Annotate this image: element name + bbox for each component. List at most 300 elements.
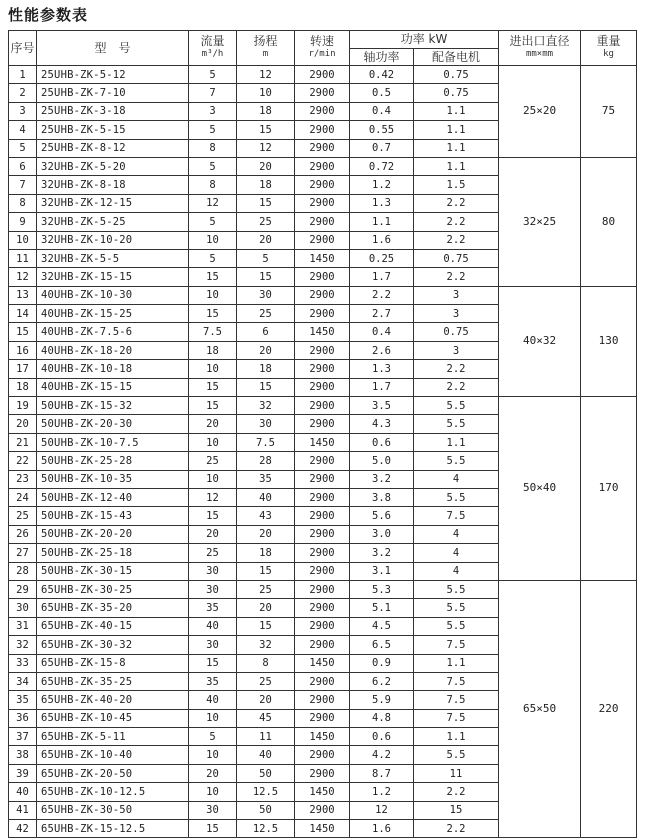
cell-shaft-power: 0.7 — [350, 139, 414, 157]
cell-flow: 10 — [189, 709, 237, 727]
cell-speed: 2900 — [295, 139, 350, 157]
cell-head: 7.5 — [237, 433, 295, 451]
cell-flow: 35 — [189, 599, 237, 617]
cell-speed: 2900 — [295, 801, 350, 819]
cell-flow: 10 — [189, 433, 237, 451]
cell-flow: 30 — [189, 580, 237, 598]
cell-motor-power: 5.5 — [414, 580, 499, 598]
cell-motor-power: 2.2 — [414, 194, 499, 212]
cell-diameter: 25×20 — [499, 66, 581, 158]
cell-motor-power: 2.2 — [414, 231, 499, 249]
cell-model: 40UHB-ZK-18-20 — [37, 341, 189, 359]
cell-motor-power: 2.2 — [414, 360, 499, 378]
cell-motor-power: 2.2 — [414, 213, 499, 231]
cell-head: 50 — [237, 764, 295, 782]
cell-head: 43 — [237, 507, 295, 525]
cell-shaft-power: 0.4 — [350, 323, 414, 341]
cell-shaft-power: 1.6 — [350, 231, 414, 249]
cell-model: 50UHB-ZK-15-43 — [37, 507, 189, 525]
cell-no: 26 — [9, 525, 37, 543]
cell-model: 65UHB-ZK-10-45 — [37, 709, 189, 727]
cell-head: 18 — [237, 176, 295, 194]
header-speed-unit: r/min — [308, 49, 336, 59]
cell-shaft-power: 1.6 — [350, 820, 414, 838]
cell-no: 27 — [9, 544, 37, 562]
performance-table — [8, 30, 637, 838]
cell-weight: 80 — [581, 157, 637, 286]
cell-flow: 15 — [189, 268, 237, 286]
cell-shaft-power: 5.3 — [350, 580, 414, 598]
cell-flow: 5 — [189, 66, 237, 84]
cell-no: 10 — [9, 231, 37, 249]
cell-shaft-power: 3.5 — [350, 397, 414, 415]
cell-speed: 2900 — [295, 397, 350, 415]
cell-shaft-power: 5.0 — [350, 452, 414, 470]
header-weight — [581, 31, 637, 66]
cell-model: 25UHB-ZK-7-10 — [37, 84, 189, 102]
cell-speed: 2900 — [295, 66, 350, 84]
cell-weight: 75 — [581, 66, 637, 158]
cell-shaft-power: 0.4 — [350, 102, 414, 120]
cell-flow: 10 — [189, 231, 237, 249]
cell-no: 22 — [9, 452, 37, 470]
cell-motor-power: 5.5 — [414, 746, 499, 764]
cell-motor-power: 5.5 — [414, 488, 499, 506]
cell-head: 12 — [237, 139, 295, 157]
cell-no: 1 — [9, 66, 37, 84]
cell-shaft-power: 0.6 — [350, 433, 414, 451]
cell-flow: 5 — [189, 249, 237, 267]
cell-model: 50UHB-ZK-25-28 — [37, 452, 189, 470]
cell-motor-power: 0.75 — [414, 66, 499, 84]
table-row — [9, 286, 637, 304]
cell-motor-power: 3 — [414, 305, 499, 323]
cell-model: 25UHB-ZK-8-12 — [37, 139, 189, 157]
cell-speed: 2900 — [295, 231, 350, 249]
cell-head: 40 — [237, 488, 295, 506]
cell-head: 8 — [237, 654, 295, 672]
cell-motor-power: 1.1 — [414, 102, 499, 120]
cell-flow: 5 — [189, 157, 237, 175]
cell-motor-power: 7.5 — [414, 507, 499, 525]
table-row — [9, 66, 637, 84]
cell-model: 50UHB-ZK-12-40 — [37, 488, 189, 506]
cell-model: 32UHB-ZK-10-20 — [37, 231, 189, 249]
header-head-label: 扬程 — [253, 34, 278, 48]
cell-shaft-power: 4.5 — [350, 617, 414, 635]
cell-shaft-power: 0.6 — [350, 728, 414, 746]
cell-motor-power: 5.5 — [414, 452, 499, 470]
cell-no: 11 — [9, 249, 37, 267]
cell-head: 32 — [237, 397, 295, 415]
cell-speed: 2900 — [295, 544, 350, 562]
cell-model: 65UHB-ZK-5-11 — [37, 728, 189, 746]
cell-shaft-power: 5.1 — [350, 599, 414, 617]
header-motor-power: 配备电机 — [414, 49, 499, 66]
cell-motor-power: 2.2 — [414, 268, 499, 286]
cell-head: 45 — [237, 709, 295, 727]
cell-motor-power: 1.1 — [414, 433, 499, 451]
cell-head: 18 — [237, 544, 295, 562]
cell-speed: 2900 — [295, 268, 350, 286]
cell-motor-power: 4 — [414, 470, 499, 488]
table-body — [9, 66, 637, 838]
table-row — [9, 397, 637, 415]
cell-no: 37 — [9, 728, 37, 746]
cell-flow: 15 — [189, 507, 237, 525]
cell-no: 36 — [9, 709, 37, 727]
cell-flow: 18 — [189, 341, 237, 359]
header-inout — [499, 31, 581, 66]
cell-weight: 130 — [581, 286, 637, 396]
cell-shaft-power: 0.25 — [350, 249, 414, 267]
cell-head: 28 — [237, 452, 295, 470]
cell-speed: 2900 — [295, 617, 350, 635]
cell-head: 40 — [237, 746, 295, 764]
cell-motor-power: 5.5 — [414, 599, 499, 617]
cell-flow: 25 — [189, 452, 237, 470]
cell-speed: 2900 — [295, 341, 350, 359]
cell-head: 20 — [237, 341, 295, 359]
cell-flow: 40 — [189, 691, 237, 709]
cell-flow: 15 — [189, 820, 237, 838]
cell-no: 23 — [9, 470, 37, 488]
cell-motor-power: 4 — [414, 562, 499, 580]
cell-shaft-power: 3.2 — [350, 470, 414, 488]
header-weight-unit: kg — [603, 49, 614, 59]
cell-model: 40UHB-ZK-7.5-6 — [37, 323, 189, 341]
cell-shaft-power: 6.2 — [350, 672, 414, 690]
header-speed — [295, 31, 350, 66]
header-no: 序号 — [9, 31, 37, 66]
cell-speed: 2900 — [295, 562, 350, 580]
cell-motor-power: 5.5 — [414, 397, 499, 415]
cell-speed: 2900 — [295, 691, 350, 709]
cell-motor-power: 0.75 — [414, 249, 499, 267]
cell-speed: 2900 — [295, 746, 350, 764]
cell-speed: 2900 — [295, 452, 350, 470]
cell-motor-power: 5.5 — [414, 415, 499, 433]
cell-model: 65UHB-ZK-20-50 — [37, 764, 189, 782]
cell-flow: 15 — [189, 397, 237, 415]
cell-shaft-power: 0.55 — [350, 121, 414, 139]
cell-flow: 20 — [189, 415, 237, 433]
cell-speed: 2900 — [295, 194, 350, 212]
cell-model: 32UHB-ZK-8-18 — [37, 176, 189, 194]
header-model: 型 号 — [37, 31, 189, 66]
cell-speed: 2900 — [295, 305, 350, 323]
cell-flow: 35 — [189, 672, 237, 690]
cell-no: 17 — [9, 360, 37, 378]
cell-shaft-power: 0.9 — [350, 654, 414, 672]
cell-model: 25UHB-ZK-3-18 — [37, 102, 189, 120]
cell-flow: 7 — [189, 84, 237, 102]
cell-head: 35 — [237, 470, 295, 488]
cell-motor-power: 7.5 — [414, 672, 499, 690]
cell-model: 40UHB-ZK-15-15 — [37, 378, 189, 396]
cell-motor-power: 5.5 — [414, 617, 499, 635]
cell-shaft-power: 1.3 — [350, 194, 414, 212]
cell-shaft-power: 1.7 — [350, 268, 414, 286]
cell-head: 11 — [237, 728, 295, 746]
table-row — [9, 157, 637, 175]
cell-speed: 1450 — [295, 654, 350, 672]
cell-no: 28 — [9, 562, 37, 580]
cell-head: 20 — [237, 157, 295, 175]
cell-shaft-power: 2.6 — [350, 341, 414, 359]
cell-flow: 12 — [189, 194, 237, 212]
cell-head: 15 — [237, 194, 295, 212]
cell-diameter: 40×32 — [499, 286, 581, 396]
header-flow-unit: m³/h — [201, 49, 224, 59]
cell-no: 40 — [9, 783, 37, 801]
cell-shaft-power: 4.8 — [350, 709, 414, 727]
cell-no: 9 — [9, 213, 37, 231]
cell-motor-power: 3 — [414, 341, 499, 359]
cell-model: 32UHB-ZK-5-25 — [37, 213, 189, 231]
cell-shaft-power: 2.2 — [350, 286, 414, 304]
cell-speed: 2900 — [295, 102, 350, 120]
cell-no: 30 — [9, 599, 37, 617]
cell-motor-power: 1.1 — [414, 157, 499, 175]
cell-head: 25 — [237, 213, 295, 231]
cell-flow: 5 — [189, 213, 237, 231]
cell-model: 32UHB-ZK-5-5 — [37, 249, 189, 267]
cell-motor-power: 1.1 — [414, 728, 499, 746]
cell-motor-power: 2.2 — [414, 378, 499, 396]
cell-head: 18 — [237, 360, 295, 378]
cell-model: 65UHB-ZK-35-25 — [37, 672, 189, 690]
cell-shaft-power: 2.7 — [350, 305, 414, 323]
cell-head: 10 — [237, 84, 295, 102]
cell-model: 65UHB-ZK-10-40 — [37, 746, 189, 764]
cell-shaft-power: 1.2 — [350, 783, 414, 801]
cell-flow: 25 — [189, 544, 237, 562]
cell-no: 24 — [9, 488, 37, 506]
cell-flow: 5 — [189, 728, 237, 746]
cell-speed: 2900 — [295, 599, 350, 617]
cell-motor-power: 15 — [414, 801, 499, 819]
cell-speed: 2900 — [295, 176, 350, 194]
cell-head: 20 — [237, 691, 295, 709]
cell-motor-power: 0.75 — [414, 84, 499, 102]
cell-no: 7 — [9, 176, 37, 194]
cell-motor-power: 0.75 — [414, 323, 499, 341]
cell-speed: 2900 — [295, 709, 350, 727]
cell-shaft-power: 0.72 — [350, 157, 414, 175]
cell-motor-power: 7.5 — [414, 691, 499, 709]
cell-model: 65UHB-ZK-40-20 — [37, 691, 189, 709]
cell-no: 14 — [9, 305, 37, 323]
cell-speed: 2900 — [295, 470, 350, 488]
cell-model: 40UHB-ZK-10-30 — [37, 286, 189, 304]
cell-speed: 2900 — [295, 213, 350, 231]
cell-flow: 10 — [189, 286, 237, 304]
cell-speed: 2900 — [295, 525, 350, 543]
cell-shaft-power: 0.5 — [350, 84, 414, 102]
cell-flow: 3 — [189, 102, 237, 120]
header-power: 功率 kW — [350, 31, 499, 49]
cell-no: 21 — [9, 433, 37, 451]
cell-flow: 15 — [189, 654, 237, 672]
cell-no: 31 — [9, 617, 37, 635]
cell-head: 12.5 — [237, 783, 295, 801]
cell-flow: 10 — [189, 470, 237, 488]
cell-motor-power: 4 — [414, 525, 499, 543]
cell-head: 30 — [237, 286, 295, 304]
cell-head: 25 — [237, 305, 295, 323]
cell-flow: 10 — [189, 360, 237, 378]
cell-model: 65UHB-ZK-40-15 — [37, 617, 189, 635]
cell-speed: 1450 — [295, 820, 350, 838]
cell-speed: 2900 — [295, 636, 350, 654]
cell-model: 50UHB-ZK-30-15 — [37, 562, 189, 580]
cell-speed: 2900 — [295, 415, 350, 433]
cell-flow: 10 — [189, 783, 237, 801]
cell-speed: 2900 — [295, 488, 350, 506]
cell-motor-power: 2.2 — [414, 783, 499, 801]
cell-head: 20 — [237, 231, 295, 249]
cell-model: 50UHB-ZK-20-30 — [37, 415, 189, 433]
cell-flow: 8 — [189, 176, 237, 194]
cell-model: 65UHB-ZK-35-20 — [37, 599, 189, 617]
cell-motor-power: 1.5 — [414, 176, 499, 194]
cell-model: 40UHB-ZK-15-25 — [37, 305, 189, 323]
cell-no: 29 — [9, 580, 37, 598]
cell-shaft-power: 1.3 — [350, 360, 414, 378]
cell-model: 32UHB-ZK-5-20 — [37, 157, 189, 175]
cell-head: 30 — [237, 415, 295, 433]
cell-head: 50 — [237, 801, 295, 819]
cell-speed: 1450 — [295, 323, 350, 341]
cell-motor-power: 2.2 — [414, 820, 499, 838]
cell-model: 65UHB-ZK-30-25 — [37, 580, 189, 598]
cell-no: 35 — [9, 691, 37, 709]
cell-speed: 2900 — [295, 507, 350, 525]
cell-speed: 1450 — [295, 783, 350, 801]
cell-model: 65UHB-ZK-10-12.5 — [37, 783, 189, 801]
cell-head: 12 — [237, 66, 295, 84]
cell-speed: 1450 — [295, 249, 350, 267]
cell-shaft-power: 3.8 — [350, 488, 414, 506]
cell-head: 15 — [237, 378, 295, 396]
cell-head: 12.5 — [237, 820, 295, 838]
cell-flow: 30 — [189, 562, 237, 580]
cell-no: 39 — [9, 764, 37, 782]
header-inout-unit: mm×mm — [525, 49, 554, 59]
cell-no: 6 — [9, 157, 37, 175]
cell-head: 15 — [237, 268, 295, 286]
header-head-unit: m — [262, 49, 269, 59]
cell-diameter: 50×40 — [499, 397, 581, 581]
cell-speed: 2900 — [295, 286, 350, 304]
cell-speed: 1450 — [295, 728, 350, 746]
cell-head: 25 — [237, 580, 295, 598]
header-shaft-power: 轴功率 — [350, 49, 414, 66]
cell-head: 20 — [237, 599, 295, 617]
cell-head: 18 — [237, 102, 295, 120]
cell-shaft-power: 12 — [350, 801, 414, 819]
cell-no: 42 — [9, 820, 37, 838]
cell-no: 32 — [9, 636, 37, 654]
cell-no: 33 — [9, 654, 37, 672]
cell-no: 38 — [9, 746, 37, 764]
cell-no: 18 — [9, 378, 37, 396]
header-flow-label: 流量 — [200, 34, 225, 48]
cell-no: 19 — [9, 397, 37, 415]
cell-no: 16 — [9, 341, 37, 359]
cell-flow: 30 — [189, 636, 237, 654]
cell-speed: 2900 — [295, 580, 350, 598]
cell-speed: 1450 — [295, 433, 350, 451]
cell-speed: 2900 — [295, 764, 350, 782]
cell-flow: 40 — [189, 617, 237, 635]
cell-shaft-power: 0.42 — [350, 66, 414, 84]
cell-no: 20 — [9, 415, 37, 433]
cell-shaft-power: 1.1 — [350, 213, 414, 231]
cell-no: 12 — [9, 268, 37, 286]
cell-no: 34 — [9, 672, 37, 690]
cell-motor-power: 7.5 — [414, 709, 499, 727]
table-row — [9, 580, 637, 598]
cell-model: 25UHB-ZK-5-15 — [37, 121, 189, 139]
cell-model: 65UHB-ZK-30-32 — [37, 636, 189, 654]
cell-model: 50UHB-ZK-10-7.5 — [37, 433, 189, 451]
cell-shaft-power: 6.5 — [350, 636, 414, 654]
cell-flow: 10 — [189, 746, 237, 764]
cell-model: 50UHB-ZK-10-35 — [37, 470, 189, 488]
cell-model: 40UHB-ZK-10-18 — [37, 360, 189, 378]
cell-head: 15 — [237, 562, 295, 580]
cell-shaft-power: 3.2 — [350, 544, 414, 562]
cell-model: 50UHB-ZK-15-32 — [37, 397, 189, 415]
cell-flow: 12 — [189, 488, 237, 506]
cell-flow: 5 — [189, 121, 237, 139]
cell-model: 65UHB-ZK-30-50 — [37, 801, 189, 819]
cell-flow: 20 — [189, 764, 237, 782]
header-flow — [189, 31, 237, 66]
cell-speed: 2900 — [295, 121, 350, 139]
cell-motor-power: 3 — [414, 286, 499, 304]
cell-shaft-power: 5.6 — [350, 507, 414, 525]
cell-no: 8 — [9, 194, 37, 212]
cell-shaft-power: 4.3 — [350, 415, 414, 433]
cell-diameter: 65×50 — [499, 580, 581, 837]
cell-model: 50UHB-ZK-25-18 — [37, 544, 189, 562]
cell-no: 2 — [9, 84, 37, 102]
cell-model: 65UHB-ZK-15-8 — [37, 654, 189, 672]
cell-no: 5 — [9, 139, 37, 157]
cell-speed: 2900 — [295, 378, 350, 396]
cell-head: 20 — [237, 525, 295, 543]
cell-weight: 220 — [581, 580, 637, 837]
cell-flow: 7.5 — [189, 323, 237, 341]
cell-no: 3 — [9, 102, 37, 120]
cell-flow: 30 — [189, 801, 237, 819]
cell-speed: 2900 — [295, 360, 350, 378]
cell-weight: 170 — [581, 397, 637, 581]
cell-motor-power: 11 — [414, 764, 499, 782]
cell-flow: 15 — [189, 378, 237, 396]
header-speed-label: 转速 — [309, 34, 334, 48]
page-title: 性能参数表 — [8, 6, 89, 24]
cell-motor-power: 7.5 — [414, 636, 499, 654]
cell-shaft-power: 4.2 — [350, 746, 414, 764]
cell-shaft-power: 5.9 — [350, 691, 414, 709]
cell-shaft-power: 8.7 — [350, 764, 414, 782]
cell-speed: 2900 — [295, 84, 350, 102]
cell-motor-power: 1.1 — [414, 654, 499, 672]
